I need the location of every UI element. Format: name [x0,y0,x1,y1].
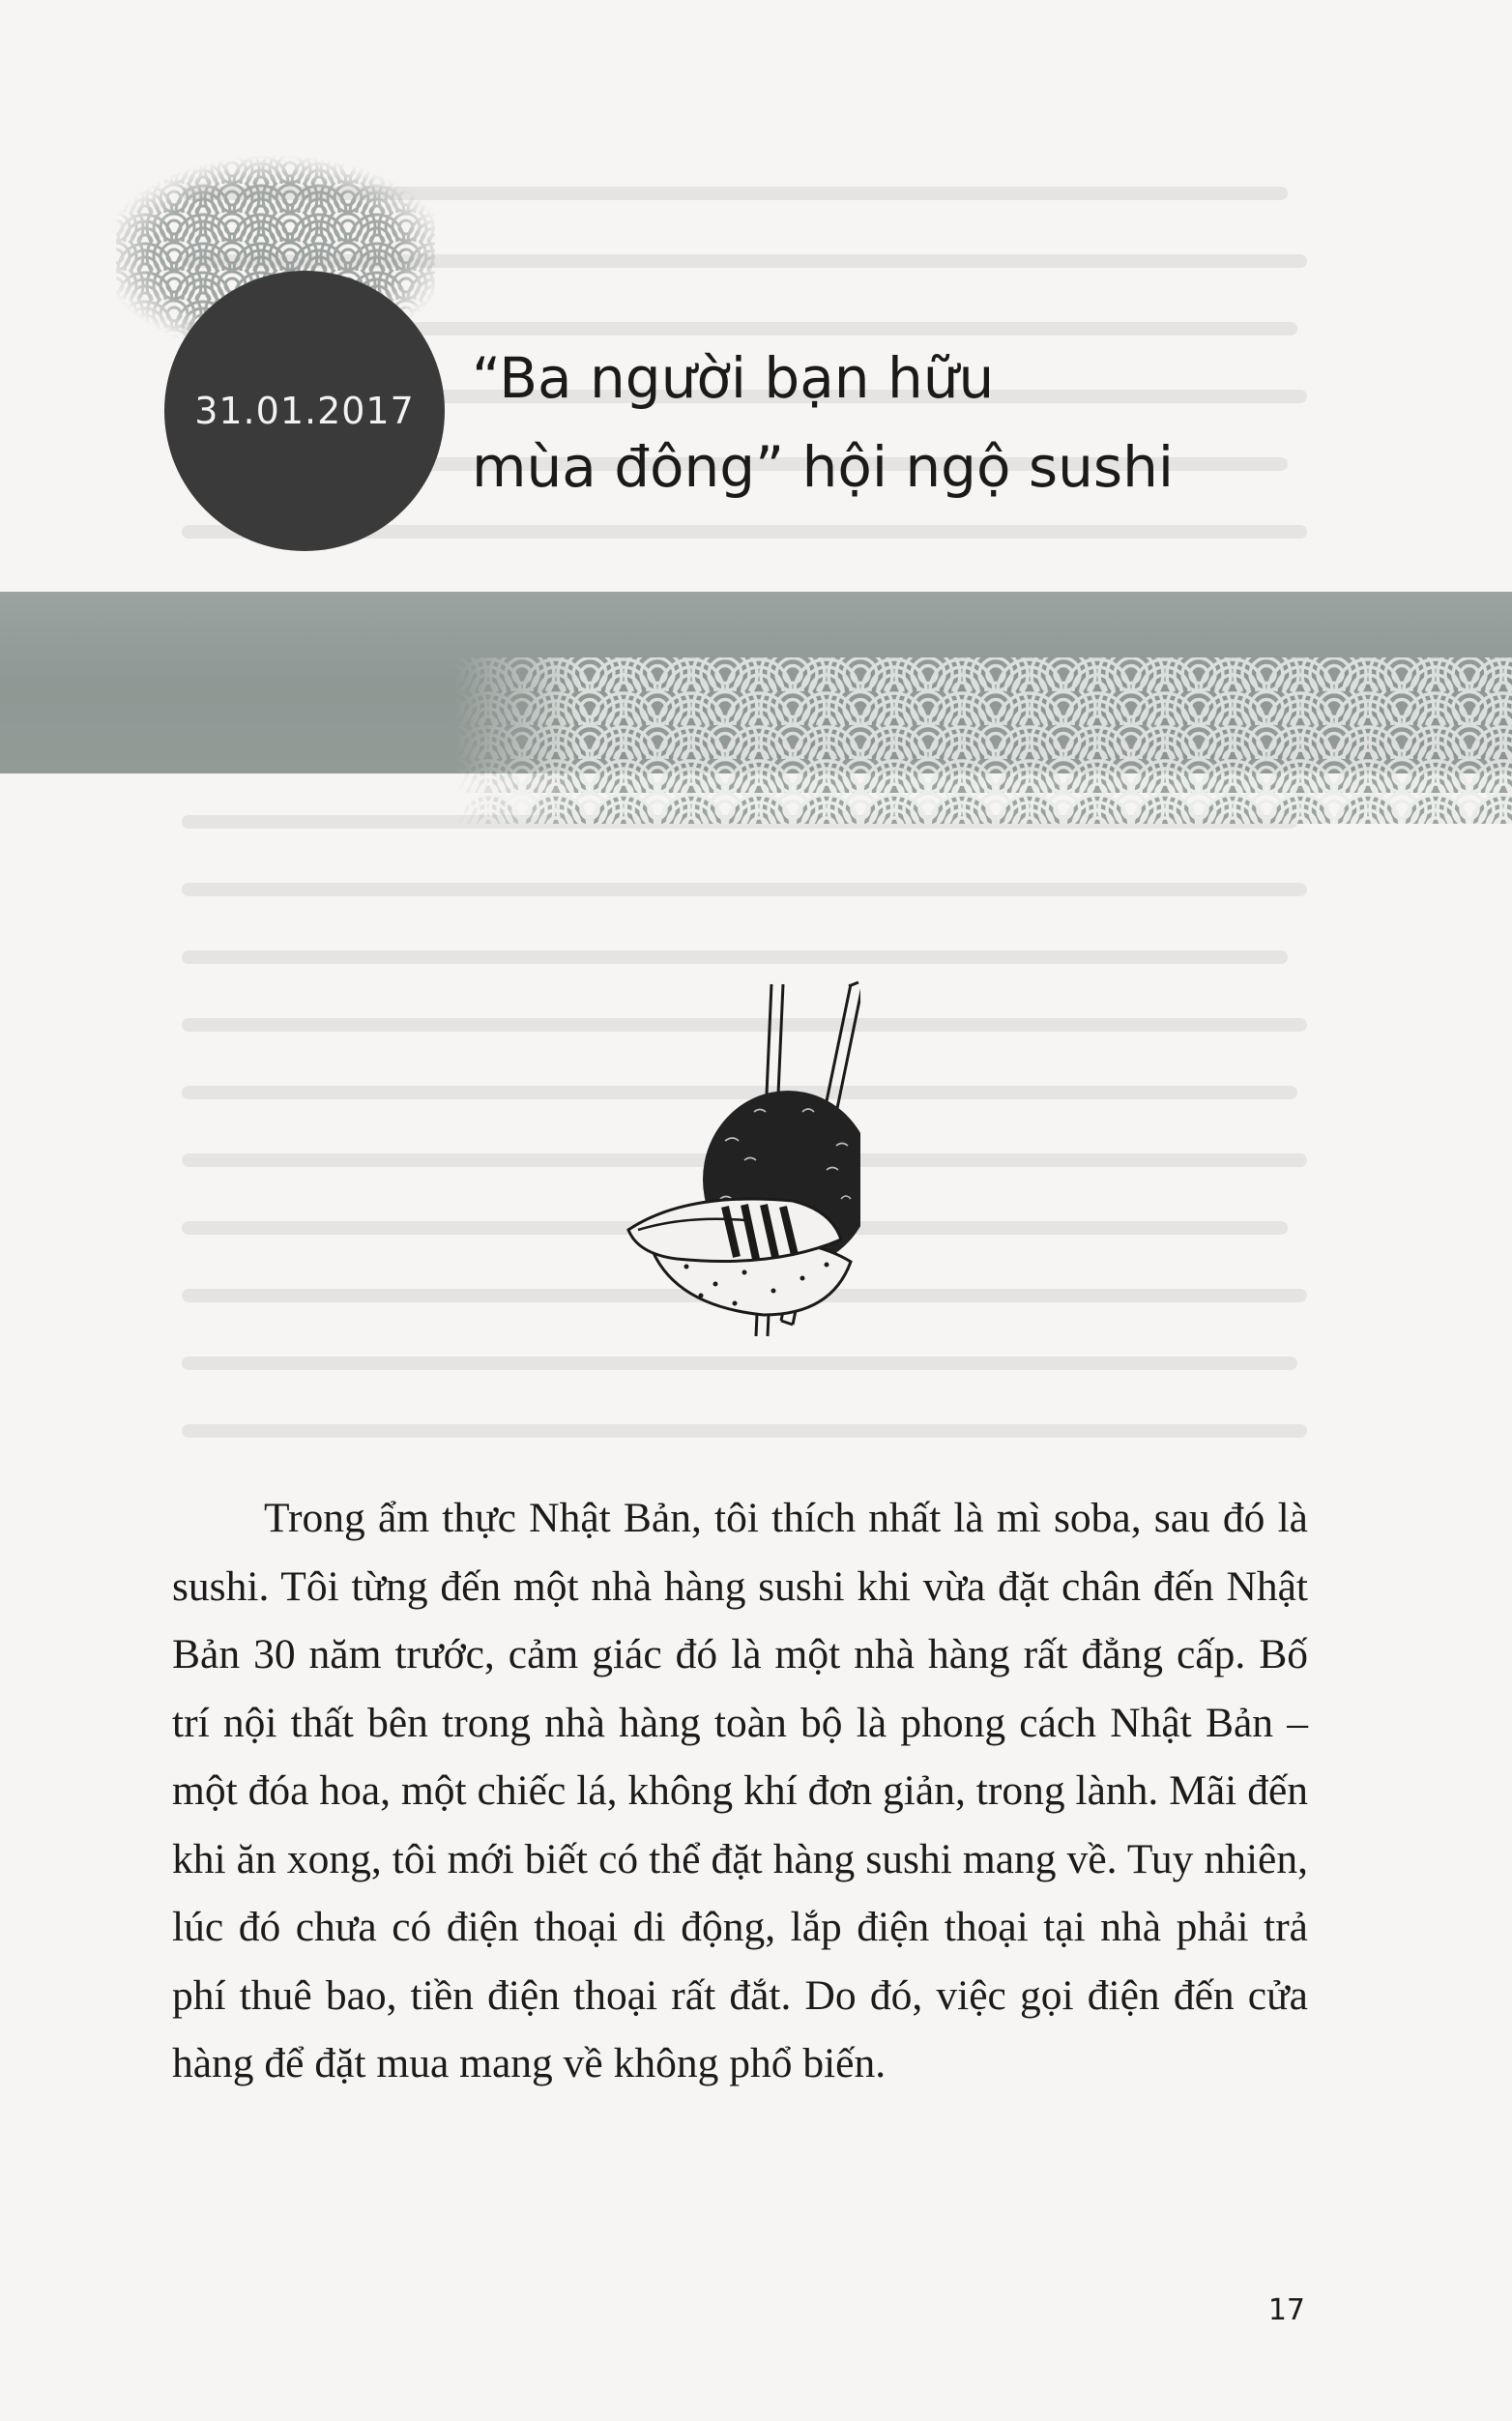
date-badge [164,271,445,551]
sushi-with-chopsticks-icon [609,977,860,1363]
chapter-title [472,334,1497,511]
page-number: 17 [1267,2293,1305,2327]
body-paragraph: Trong ẩm thực Nhật Bản, tôi thích nhất là mì soba, sau đó là sushi. Tôi từng đến một nhà hàng sushi khi vừa đặt chân đến Nhật Bản 30 năm trước, cảm giác đó là một nhà hàng rất đẳng cấp. Bố trí nội thất bên trong nhà hàng toàn bộ là phong cách Nhật Bản – một đóa hoa, một chiếc lá, không khí đơn giản, trong lành. Mãi đến khi ăn xong, tôi mới biết có thể đặt hàng sushi mang về. Tuy nhiên, lúc đó chưa có điện thoại di động, lắp điện thoại tại nhà phải trả phí thuê bao, tiền điện thoại rất đắt. Do đó, việc gọi điện đến cửa hàng để đặt mua mang về không phổ biến. [172,1495,1308,2086]
date-label: 31.01.2017 [194,390,415,432]
title-line-2: mùa đông” hội ngộ sushi [472,434,1174,500]
title-line-1: “Ba người bạn hữu [472,345,995,411]
wave-border-icon [454,657,1512,824]
